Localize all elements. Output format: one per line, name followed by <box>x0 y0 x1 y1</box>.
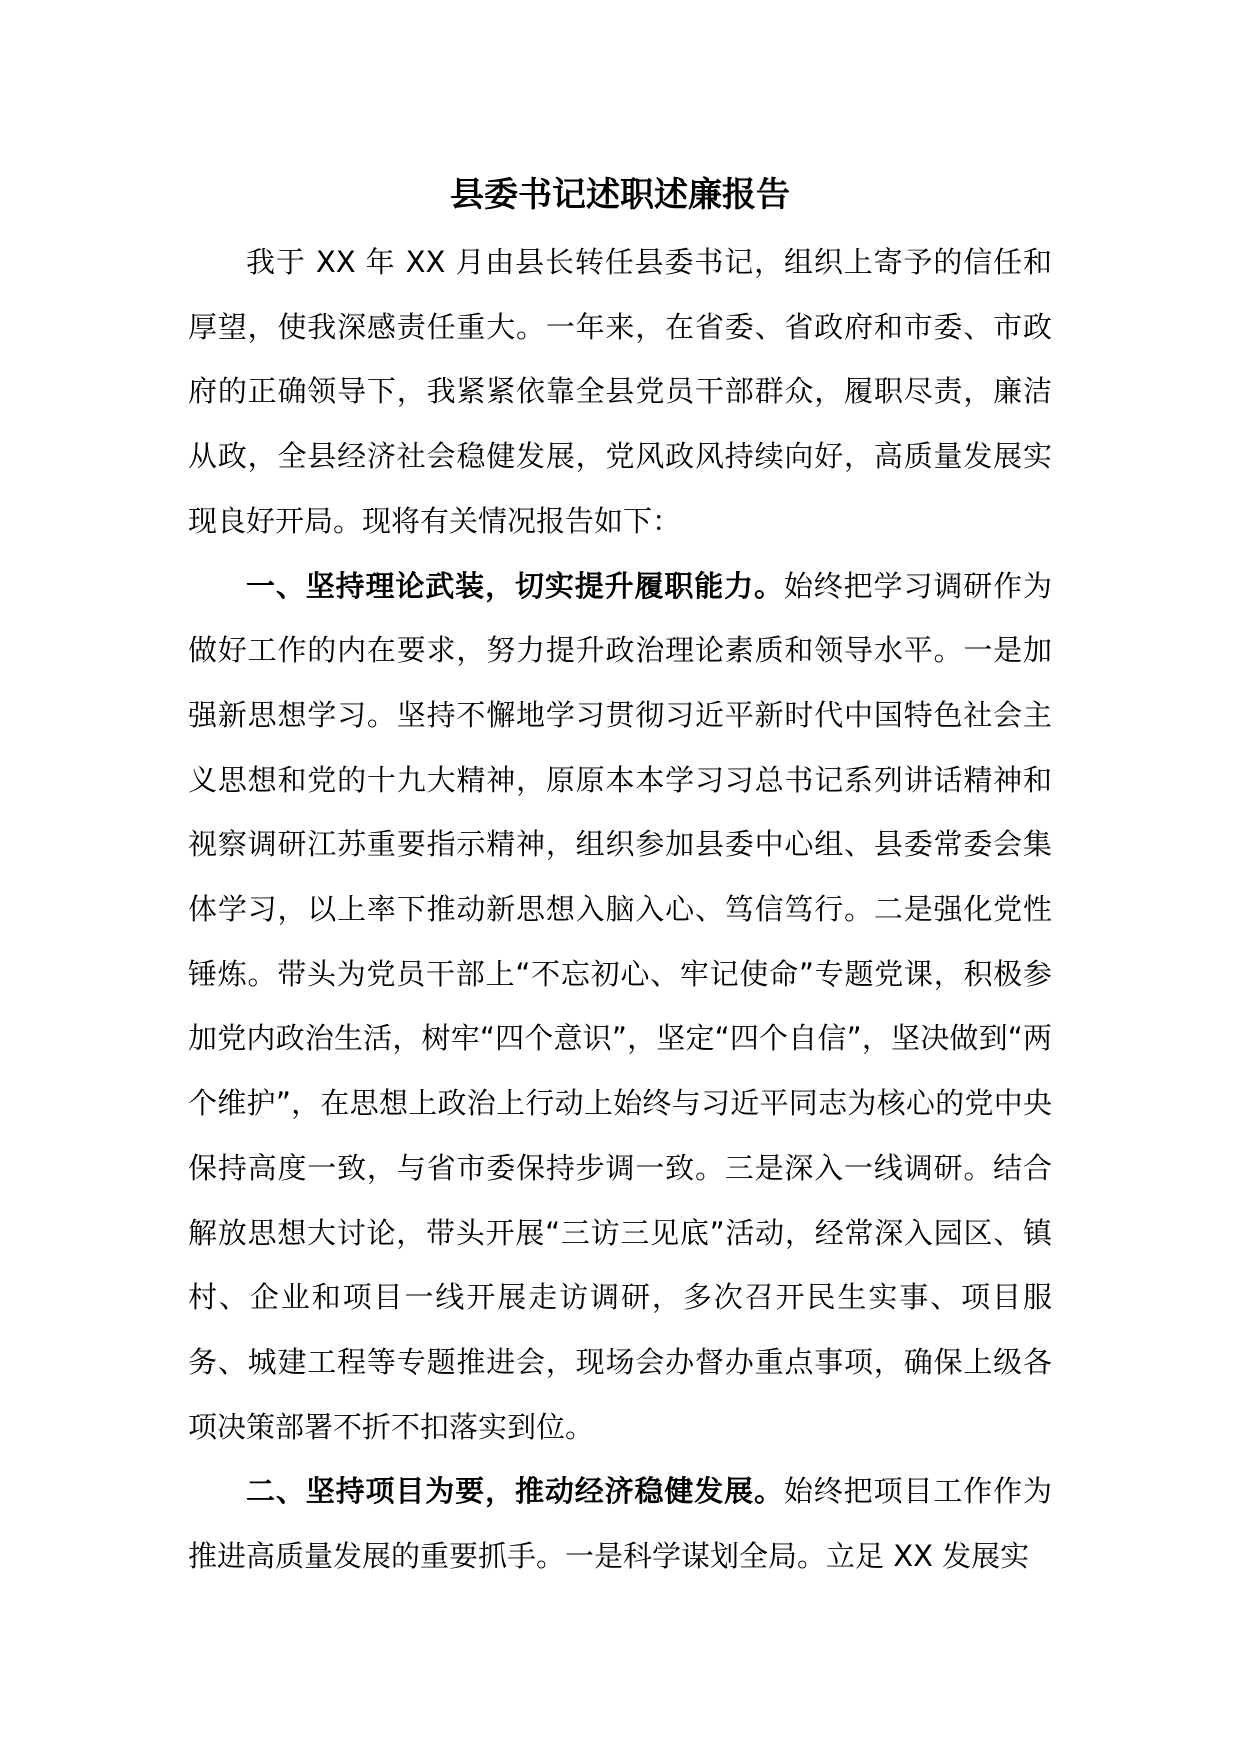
section-heading-3: 二、坚持项目为要，推动经济稳健发展。 <box>246 1474 784 1509</box>
document-body <box>188 230 1052 1589</box>
document-title: 县委书记述职述廉报告 <box>450 175 790 215</box>
paragraph-2 <box>188 554 1052 1460</box>
paragraph-text-1: 我于 XX 年 XX 月由县长转任县委书记，组织上寄予的信任和厚望，使我深感责任重大。一年来，在省委、省政府和市委、市政府的正确领导下，我紧紧依靠全县党员干部群众，履职尽责，廉洁从政，全县经济社会稳健发展，党风政风持续向好，高质量发展实现良好开局。现将有关情况报告如下： <box>188 245 1052 538</box>
section-heading-2: 一、坚持理论武装，切实提升履职能力。 <box>246 568 784 603</box>
paragraph-text-3: 始终把项目工作作为推进高质量发展的重要抓手。一是科学谋划全局。立足 XX 发展实 <box>188 1474 1052 1574</box>
paragraph-text-2: 始终把学习调研作为做好工作的内在要求，努力提升政治理论素质和领导水平。一是加强新思想学习。坚持不懈地学习贯彻习近平新时代中国特色社会主义思想和党的十九大精神，原原本本学习习总书记系列讲话精神和视察调研江苏重要指示精神，组织参加县委中心组、县委常委会集体学习，以上率下推动新思想入脑入心、笃信笃行。二是强化党性锤炼。带头为党员干部上“不忘初心、牢记使命”专题党课，积极参加党内政治生活，树牢“四个意识”，坚定“四个自信”，坚决做到“两个维护”，在思想上政治上行动上始终与习近平同志为核心的党中央保持高度一致，与省市委保持步调一致。三是深入一线调研。结合解放思想大讨论，带头开展“三访三见底”活动，经常深入园区、镇村、企业和项目一线开展走访调研，多次召开民生实事、项目服务、城建工程等专题推进会，现场会办督办重点事项，确保上级各项决策部署不折不扣落实到位。 <box>188 568 1052 1444</box>
paragraph-3 <box>188 1459 1052 1588</box>
paragraph-1 <box>188 230 1052 554</box>
